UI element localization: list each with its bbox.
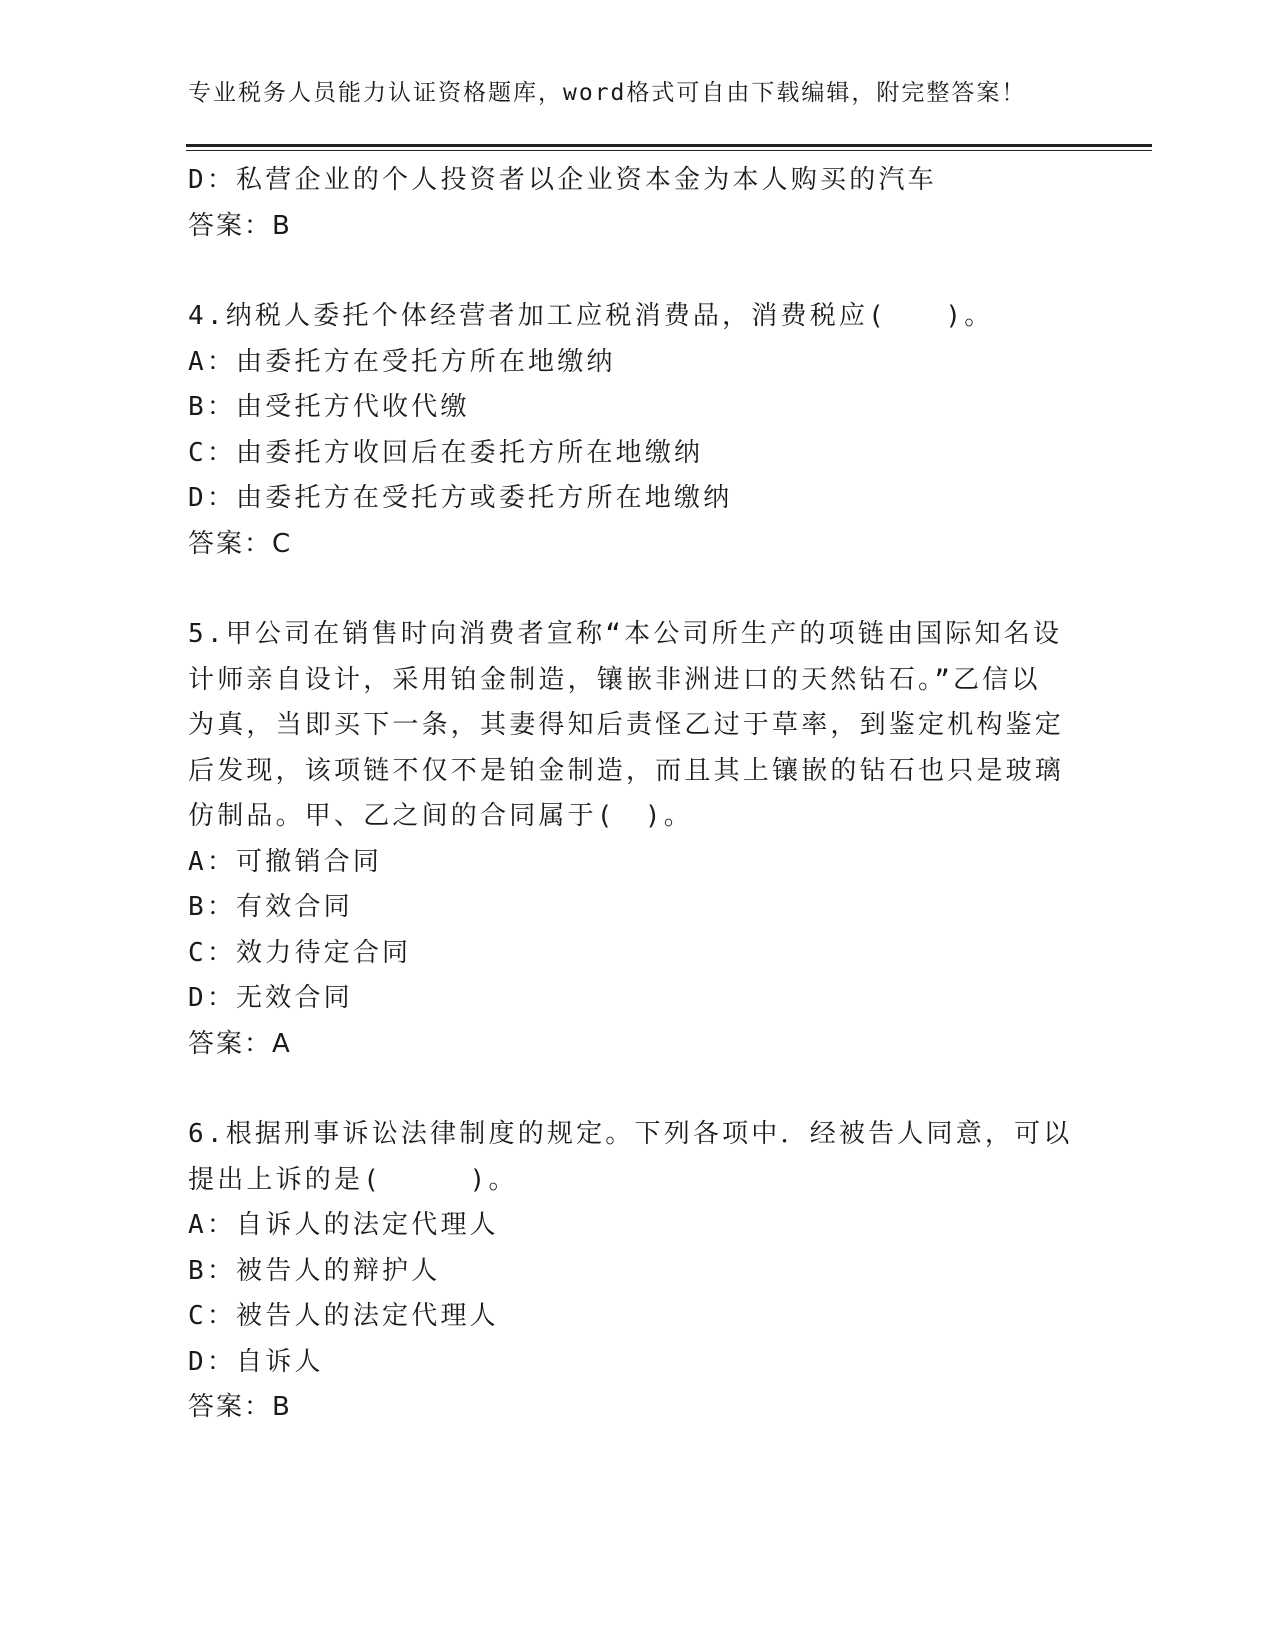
q6-option-a: A：自诉人的法定代理人 (188, 1210, 499, 1240)
header-rule-thick (186, 144, 1152, 147)
q5-option-b: B：有效合同 (188, 892, 353, 922)
q5-option-c: C：效力待定合同 (188, 937, 412, 968)
q5-stem-line: 仿制品。甲、乙之间的合同属于( )。 (188, 801, 693, 831)
question-6 (188, 1112, 1088, 1431)
question-4 (188, 294, 1088, 567)
spacer (188, 567, 1088, 612)
q6-stem-line: 6.根据刑事诉讼法律制度的规定。下列各项中．经被告人同意，可以 (188, 1119, 1073, 1149)
spacer (188, 1067, 1088, 1112)
q5-stem-line: 后发现，该项链不仅不是铂金制造，而且其上镶嵌的钻石也只是玻璃 (188, 755, 1065, 786)
q5-stem-line: 计师亲自设计，采用铂金制造，镶嵌非洲进口的天然钻石。”乙信以 (188, 664, 1041, 695)
q6-option-c: C：被告人的法定代理人 (188, 1301, 499, 1331)
question-5 (188, 612, 1088, 1067)
q6-answer: 答案：B (188, 1392, 292, 1422)
q4-stem-line: 4.纳税人委托个体经营者加工应税消费品，消费税应( )。 (188, 301, 994, 331)
spacer (188, 249, 1088, 294)
header-rule-thin (186, 150, 1152, 151)
q5-answer: 答案：A (188, 1028, 292, 1059)
q6-stem-line: 提出上诉的是( )。 (188, 1164, 518, 1195)
q6-option-b: B：被告人的辩护人 (188, 1255, 441, 1286)
q5-option-a: A：可撤销合同 (188, 846, 383, 877)
q6-option-d: D：自诉人 (188, 1346, 324, 1377)
prev-option-d: D：私营企业的个人投资者以企业资本金为本人购买的汽车 (188, 165, 937, 195)
q5-option-d: D：无效合同 (188, 983, 353, 1013)
page-header: 专业税务人员能力认证资格题库，word格式可自由下载编辑，附完整答案！ (188, 80, 1027, 106)
q4-option-c: C：由委托方收回后在委托方所在地缴纳 (188, 437, 704, 468)
q5-stem-line: 5.甲公司在销售时向消费者宣称“本公司所生产的项链由国际知名设 (188, 619, 1063, 649)
q4-option-d: D：由委托方在受托方或委托方所在地缴纳 (188, 483, 733, 513)
q4-answer: 答案：C (188, 528, 293, 559)
q5-stem-line: 为真，当即买下一条，其妻得知后责怪乙过于草率，到鉴定机构鉴定 (188, 710, 1065, 740)
document-body (188, 158, 1088, 1431)
q4-option-a: A：由委托方在受托方所在地缴纳 (188, 346, 616, 377)
prev-answer: 答案：B (188, 210, 292, 241)
q4-option-b: B：由受托方代收代缴 (188, 392, 470, 422)
